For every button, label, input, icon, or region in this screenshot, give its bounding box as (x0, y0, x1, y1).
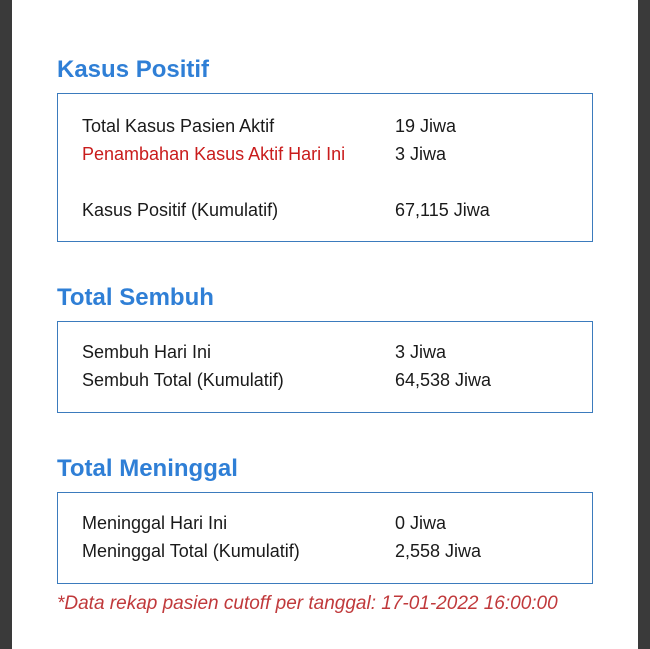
stat-label: Total Kasus Pasien Aktif (82, 116, 275, 136)
card-total-sembuh (57, 321, 593, 413)
stat-value: 3 Jiwa (395, 342, 447, 362)
stat-value: 3 Jiwa (395, 144, 447, 164)
stat-label: Meninggal Total (Kumulatif) (82, 541, 300, 561)
stat-label: Penambahan Kasus Aktif Hari Ini (82, 144, 346, 164)
stat-label: Kasus Positif (Kumulatif) (82, 200, 279, 220)
left-screen-edge (0, 0, 12, 649)
stat-label: Meninggal Hari Ini (82, 513, 228, 533)
section-title-kasus-positif: Kasus Positif (57, 56, 210, 83)
stat-value: 0 Jiwa (395, 513, 447, 533)
section-title-total-sembuh: Total Sembuh (57, 284, 214, 311)
stat-value: 64,538 Jiwa (395, 370, 492, 390)
stat-value: 19 Jiwa (395, 116, 457, 136)
stat-label: Sembuh Total (Kumulatif) (82, 370, 284, 390)
stat-label: Sembuh Hari Ini (82, 342, 212, 362)
stat-value: 67,115 Jiwa (395, 200, 490, 220)
data-cutoff-footnote: *Data rekap pasien cutoff per tanggal: 17-01-2022 16:00:00 (57, 593, 558, 614)
right-screen-edge (638, 0, 650, 649)
section-title-total-meninggal: Total Meninggal (57, 455, 238, 482)
card-kasus-positif (57, 93, 593, 242)
card-total-meninggal (57, 492, 593, 584)
stat-value: 2,558 Jiwa (395, 541, 482, 561)
